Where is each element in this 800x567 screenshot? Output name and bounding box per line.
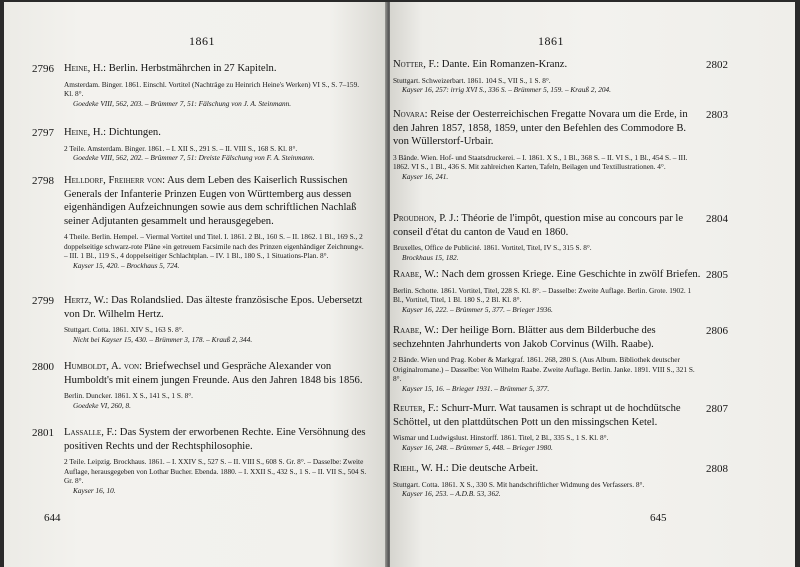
entry-title: Schurr-Murr. Wat tausamen is schrapt ut de hochdütsche Schöttel, ut den plattdütschen Pott un den missingschen Ketel. [393, 403, 681, 428]
entry-heading [393, 212, 703, 239]
entry-publication: 3 Bände. Wien. Hof- und Staatsdruckerei. – I. 1861. X S., 1 Bl., 368 S. – II. VI S., 1 Bl., 454 S. – III. 1862. VI S., 1 Bl., 436 S. Mit zahlreichen Karten, Tafeln, Beilagen und Textillustrationen. 4°. [393, 152, 688, 172]
entry-publication: Berlin. Duncker. 1861. X S., 141 S., 1 S. 8°. [64, 391, 193, 400]
entry-references: Kayser 15, 420. – Brockhaus 5, 724. [73, 260, 180, 270]
catalog-entry [32, 426, 369, 495]
entry-references: Kayser 16, 257: irrig XVI S., 336 S. – Brümmer 5, 159. – Krauß 2, 204. [402, 85, 611, 95]
entry-publication: Amsterdam. Binger. 1861. Einschl. Vortitel (Nachträge zu Heinrich Heine's Werken) VI S., S. 7–159. Kl. 8°. [64, 79, 360, 99]
entry-number: 2807 [706, 403, 728, 415]
catalog-entry [393, 268, 728, 314]
entry-author: Novara: [393, 109, 428, 120]
catalog-entry [393, 462, 728, 499]
entry-number: 2801 [32, 427, 54, 439]
entry-heading [393, 108, 703, 149]
entry-number: 2808 [706, 463, 728, 475]
entry-publication: 2 Teile. Leipzig. Brockhaus. 1861. – I. XXIV S., 527 S. – II. VIII S., 608 S. Gr. 8°. – Dasselbe: Zweite Auflage, herausgegeben von Lothar Bucher. Ebenda. 1880. – I. XXII S., 432 S., 1 S. – II. VII S., 504 S. Gr. 8°. [64, 457, 367, 486]
entry-title: Die deutsche Arbeit. [451, 463, 539, 474]
page-year: 1861 [538, 34, 564, 48]
entry-number: 2806 [706, 325, 728, 337]
catalog-entry [393, 402, 728, 452]
entry-title: Dichtungen. [108, 127, 161, 138]
entry-title: Dante. Ein Romanzen-Kranz. [441, 59, 568, 70]
entry-publication: Berlin. Schotte. 1861. Vortitel, Titel, 228 S. Kl. 8°. – Dasselbe: Zweite Auflage. Berlin. Grote. 1902. 1 Bl., Vortitel, Titel, 1 Bl. 180 S., 2 Bl. Kl. 8°. [393, 285, 692, 305]
page-year: 1861 [189, 34, 215, 48]
entry-title: Théorie de l'impôt, question mise au concours par le conseil d'état du canton de Vaud en 1860. [393, 213, 684, 238]
entry-author: Raabe, W.: [393, 325, 439, 336]
page-number: 644 [44, 512, 61, 524]
entry-title: Das Rolandslied. Das älteste französische Epos. Uebersetzt von Dr. Wilhelm Hertz. [64, 295, 363, 320]
entry-number: 2798 [32, 175, 54, 187]
entry-number: 2803 [706, 109, 728, 121]
entry-number: 2800 [32, 361, 54, 373]
entry-references: Kayser 16, 222. – Brümmer 5, 377. – Brieger 1936. [402, 304, 553, 314]
entry-number: 2799 [32, 295, 54, 307]
entry-author: Lassalle, F.: [64, 427, 118, 438]
entry-heading [64, 426, 369, 453]
entry-author: Notter, F.: [393, 59, 440, 70]
entry-author: Hertz, W.: [64, 295, 109, 306]
entry-number: 2805 [706, 269, 728, 281]
entry-author: Heine, H.: [64, 63, 107, 74]
entry-title: Nach dem grossen Kriege. Eine Geschichte in zwölf Briefen. [441, 269, 701, 280]
entry-heading [393, 58, 703, 72]
entry-author: Raabe, W.: [393, 269, 439, 280]
entry-author: Reuter, F.: [393, 403, 439, 414]
entry-heading [64, 294, 369, 321]
entry-heading [64, 360, 369, 387]
catalog-entry [393, 108, 728, 181]
entry-heading [64, 126, 369, 140]
entry-references: Kayser 16, 241. [402, 171, 449, 181]
entry-heading [393, 324, 703, 351]
entry-number: 2797 [32, 127, 54, 139]
entry-heading [393, 402, 703, 429]
entry-references: Nicht bei Kayser 15, 430. – Brümmer 3, 178. – Krauß 2, 344. [73, 334, 253, 344]
entry-author: Helldorf, Freiherr von: [64, 175, 166, 186]
book-spread [4, 2, 798, 567]
catalog-entry [393, 212, 728, 262]
catalog-entry [32, 174, 369, 270]
entry-title: Berlin. Herbstmährchen in 27 Kapiteln. [108, 63, 277, 74]
entry-references: Kayser 16, 248. – Brümmer 5, 448. – Brieger 1980. [402, 442, 553, 452]
entry-heading [393, 462, 703, 476]
entry-heading [64, 62, 369, 76]
entry-title: Der heilige Born. Blätter aus dem Bilderbuche des sechzehnten Jahrhunderts von Jakob Corvinus (Wilh. Raabe). [393, 325, 656, 350]
entry-references: Goedeke VI, 260, 8. [73, 400, 131, 410]
entry-publication: Bruxelles, Office de Publicité. 1861. Vortitel, Titel, IV S., 315 S. 8°. [393, 243, 592, 252]
left-page [4, 2, 387, 567]
entry-heading [64, 174, 369, 228]
entry-author: Humboldt, A. von: [64, 361, 143, 372]
entry-references: Kayser 15, 16. – Brieger 1931. – Brümmer 5, 377. [402, 383, 550, 393]
catalog-entry [32, 126, 369, 163]
entry-author: Heine, H.: [64, 127, 107, 138]
entry-references: Goedeke VIII, 562, 203. – Brümmer 7, 51: Fälschung von J. A. Steinmann. [73, 98, 292, 108]
entry-number: 2804 [706, 213, 728, 225]
catalog-entry [32, 294, 369, 344]
entry-number: 2796 [32, 63, 54, 75]
entry-references: Kayser 16, 10. [73, 485, 116, 495]
entry-references: Kayser 16, 253. – A.D.B. 53, 362. [402, 489, 501, 499]
right-page [390, 2, 795, 567]
entry-heading [393, 268, 703, 282]
entry-title: Das System der erworbenen Rechte. Eine Versöhnung des positiven Rechts und der Rechtsphilosophie. [64, 427, 366, 452]
entry-publication: Stuttgart. Cotta. 1861. X S., 330 S. Mit handschriftlicher Widmung des Verfassers. 8°. [393, 479, 645, 489]
entry-publication: Wismar und Ludwigslust. Hinstorff. 1861. Titel, 2 Bl., 335 S., 1 S. Kl. 8°. [393, 433, 609, 442]
entry-publication: 2 Teile. Amsterdam. Binger. 1861. – I. XII S., 291 S. – II. VIII S., 168 S. Kl. 8°. [64, 143, 298, 153]
entry-publication: Stuttgart. Schweizerbart. 1861. 104 S., VII S., 1 S. 8°. [393, 75, 551, 85]
entry-publication: Stuttgart. Cotta. 1861. XIV S., 163 S. 8°. [64, 325, 184, 334]
catalog-entry [32, 360, 369, 410]
entry-title: Aus dem Leben des Kaiserlich Russischen Generals der Infanterie Prinzen Eugen von Württemberg aus dessen eigenhändigen Aufzeichnungen sowie aus dem schriftlichen Nachlaß seiner Adjutanten gesammelt und herausgegeben. [64, 175, 357, 227]
entry-references: Brockhaus 15, 182. [402, 252, 459, 262]
entry-title: Reise der Oesterreichischen Fregatte Novara um die Erde, in den Jahren 1857, 1858, 1859, unter den Befehlen des Commodore B. von Wüllerstorf-Urbair. [393, 109, 688, 147]
entry-number: 2802 [706, 59, 728, 71]
entry-publication: 4 Theile. Berlin. Hempel. – Viermal Vortitel und Titel. I. 1861. 2 Bl., 160 S. – II. 1862. 1 Bl., 169 S., 2 doppelseitige schwarz-rote Pläne »in getreuem Facsimile nach des Prinzen eigenhändiger Zeichnung«. – III. 1 Bl., 119 S., 4 doppelseitiger Schlachtplan. – IV. 1 Bl., 180 S., 1 Situations-Plan. 8°. [64, 232, 364, 261]
catalog-entry [393, 58, 728, 95]
entry-author: Riehl, W. H.: [393, 463, 449, 474]
entry-references: Goedeke VIII, 562, 202. – Brümmer 7, 51: Dreiste Fälschung von F. A. Steinmann. [73, 153, 315, 163]
entry-title: Briefwechsel und Gespräche Alexander von Humboldt's mit einem jungen Freunde. Aus den Jahren 1848 bis 1856. [64, 361, 363, 386]
page-number: 645 [650, 512, 667, 524]
catalog-entry [32, 62, 369, 108]
catalog-entry [393, 324, 728, 393]
entry-publication: 2 Bände. Wien und Prag. Kober & Markgraf. 1861. 268, 280 S. (Aus Album. Bibliothek deutscher Originalromane.) – Dasselbe: Von Wilhelm Raabe. Zweite Auflage. Berlin. Janke. 1891. VIII S., 321 S. 8°. [393, 355, 695, 384]
entry-author: Proudhon, P. J.: [393, 213, 459, 224]
